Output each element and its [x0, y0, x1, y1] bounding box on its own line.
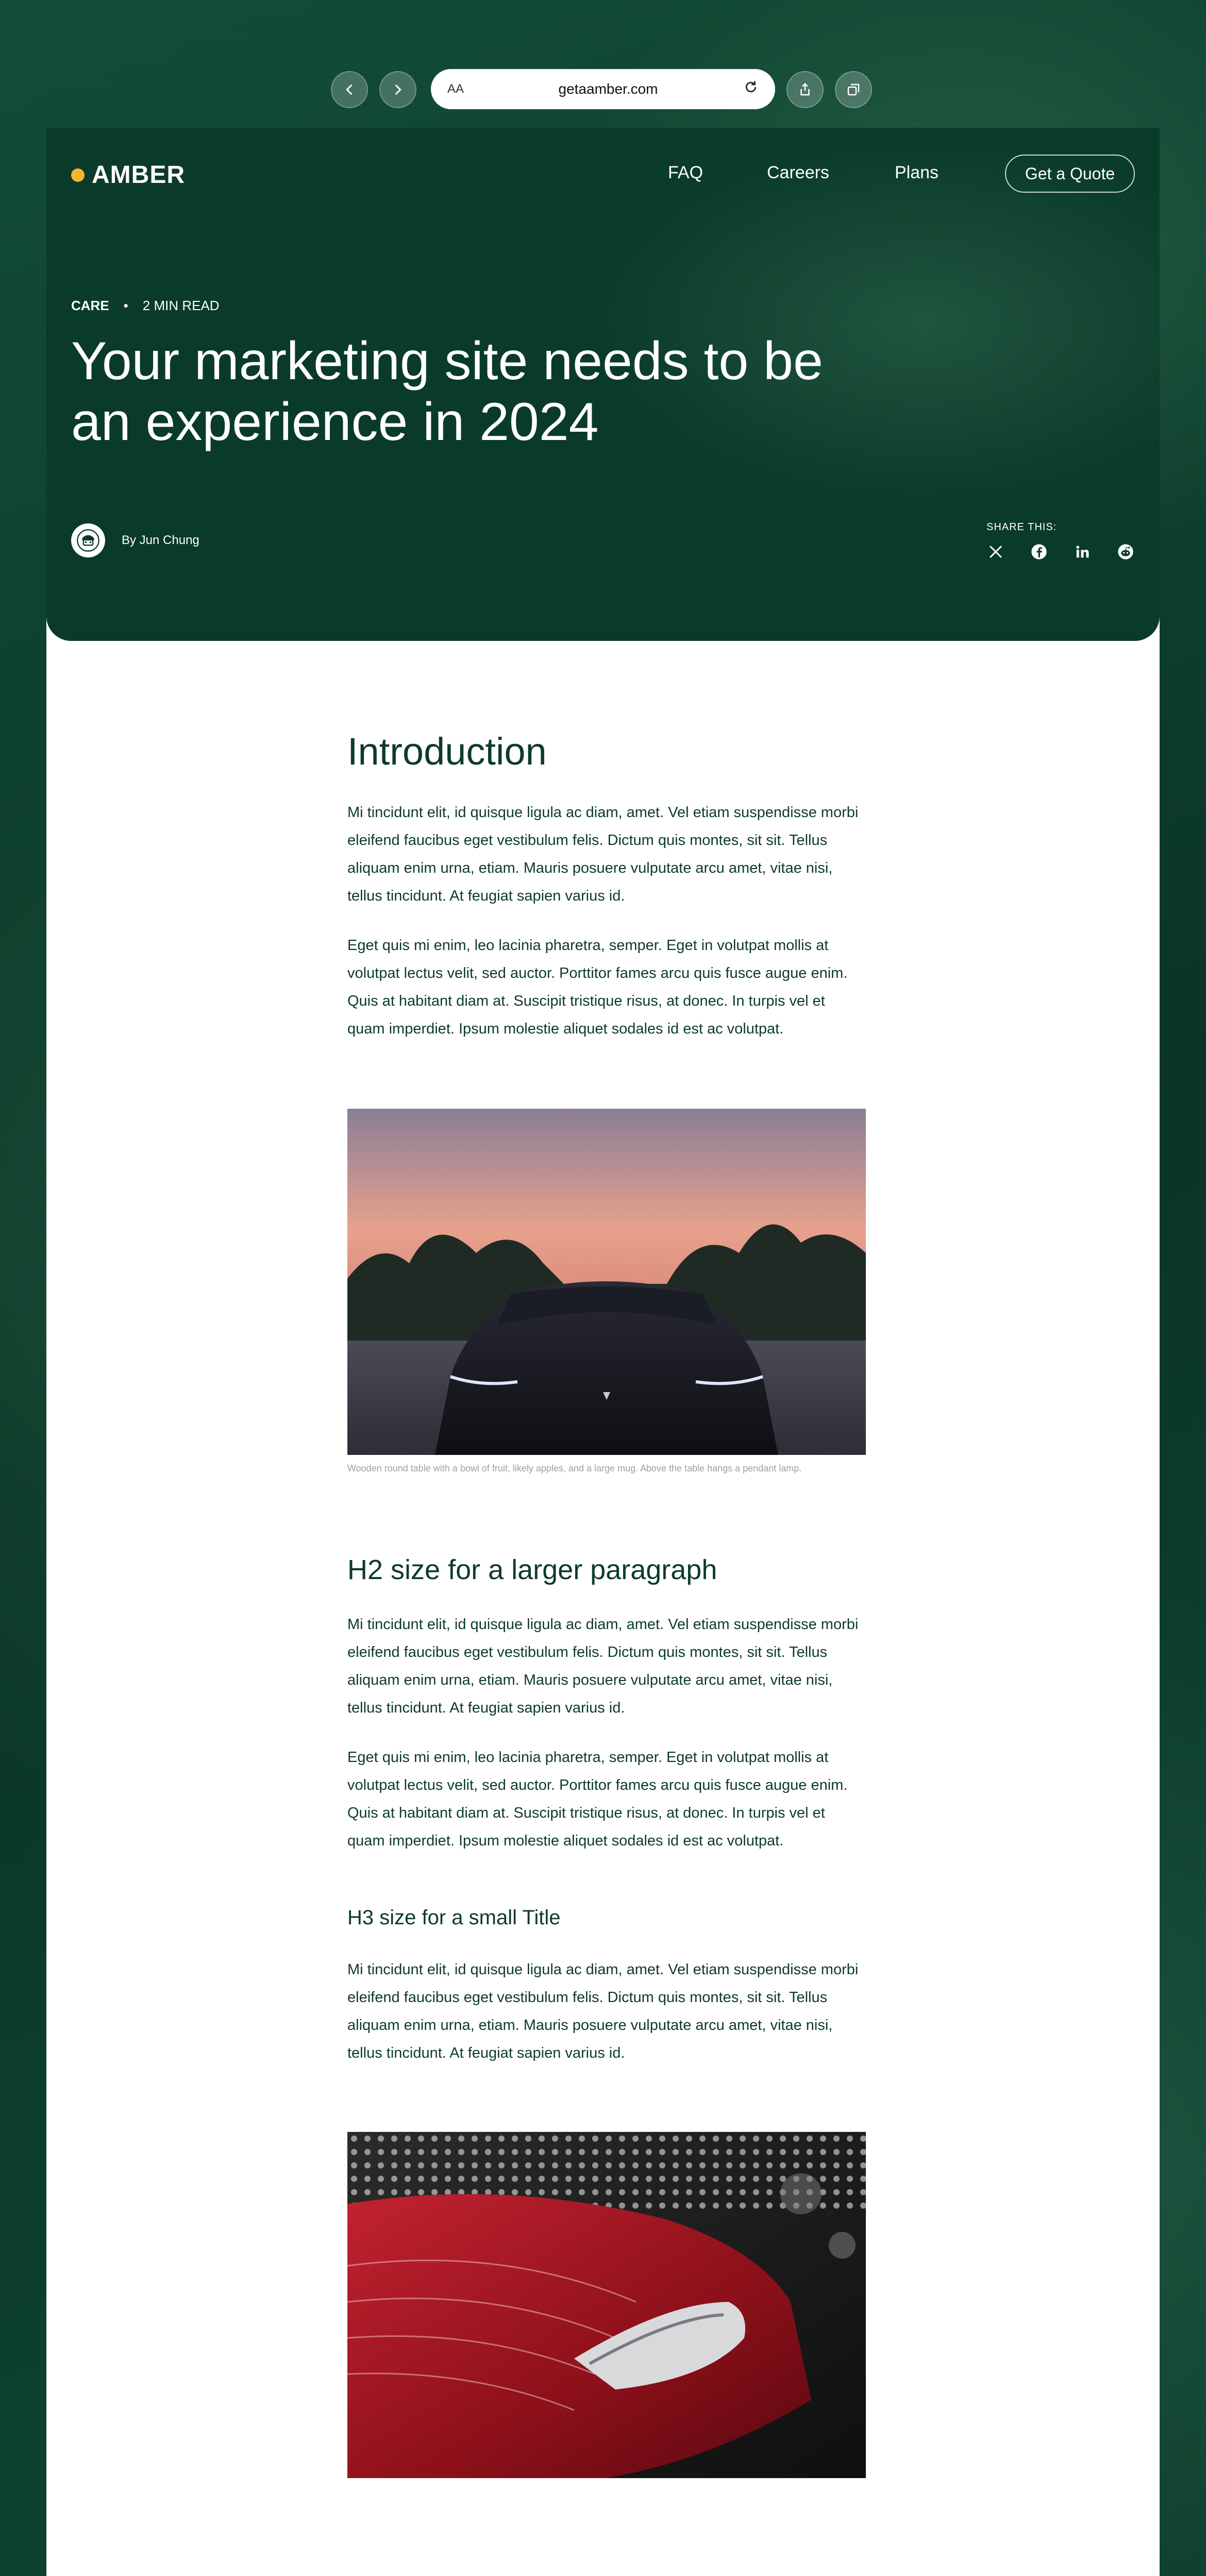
share-browser-button[interactable]	[786, 71, 824, 108]
x-twitter-icon[interactable]	[986, 543, 1005, 561]
hero-section	[46, 128, 1160, 641]
h2-heading: H2 size for a larger paragraph	[347, 1554, 717, 1585]
linkedin-icon[interactable]	[1073, 543, 1092, 561]
nav-link-plans[interactable]: Plans	[895, 163, 939, 182]
nav-link-careers[interactable]: Careers	[767, 163, 829, 182]
h3-heading: H3 size for a small Title	[347, 1906, 561, 1929]
intro-paragraph-1-wrap	[347, 799, 866, 910]
logo[interactable]	[71, 161, 185, 189]
intro-paragraph-2: Eget quis mi enim, leo lacinia pharetra, semper. Eget in volutpat mollis at volutpat lectus velit, sed auctor. Porttitor fames arcu quis fusce augue enim. Quis at habitant diam at. Suscipit tristique risus, at donec. In turpis vel et quam imperdiet. Ipsum molestie aliquet sodales id est ac volutpat.	[347, 937, 848, 1037]
back-button[interactable]	[331, 71, 368, 108]
avatar	[71, 523, 105, 557]
h2-paragraph-2-wrap	[347, 1743, 866, 1855]
read-time: 2 MIN READ	[142, 298, 220, 313]
image-caption-wrap	[347, 1463, 866, 1474]
logo-text: AMBER	[92, 161, 185, 189]
author	[71, 523, 199, 557]
logo-dot-icon	[71, 168, 85, 182]
reddit-icon[interactable]	[1116, 543, 1135, 561]
get-a-quote-button[interactable]: Get a Quote	[1005, 155, 1135, 193]
page-title: Your marketing site needs to be an experience in 2024	[71, 331, 823, 452]
post-meta	[71, 298, 220, 314]
page-content	[46, 128, 1160, 2576]
h2-heading-wrap	[347, 1554, 866, 1586]
share-section	[986, 521, 1135, 561]
reader-text-size-button[interactable]: AA	[447, 82, 464, 96]
share-label: SHARE THIS:	[986, 521, 1057, 533]
share-icon	[797, 82, 813, 97]
h2-paragraph-2: Eget quis mi enim, leo lacinia pharetra, semper. Eget in volutpat mollis at volutpat lectus velit, sed auctor. Porttitor fames arcu quis fusce augue enim. Quis at habitant diam at. Suscipit tristique risus, at donec. In turpis vel et quam imperdiet. Ipsum molestie aliquet sodales id est ac volutpat.	[347, 1749, 848, 1849]
address-bar[interactable]	[431, 69, 775, 109]
url-text[interactable]: getaamber.com	[558, 81, 658, 97]
article-intro	[347, 730, 866, 773]
tabs-icon	[846, 82, 861, 97]
article-image-car-sunset	[347, 1109, 866, 1455]
intro-paragraph-1: Mi tincidunt elit, id quisque ligula ac diam, amet. Vel etiam suspendisse morbi eleifend faucibus eget vestibulum felis. Dictum quis montes, sit sit. Tellus aliquam enim urna, etiam. Mauris posuere vulputate arcu amet, vitae nisi, tellus tincidunt. At feugiat sapien varius id.	[347, 804, 859, 904]
chevron-left-icon	[342, 82, 357, 97]
reload-icon[interactable]	[738, 79, 759, 99]
forward-button[interactable]	[379, 71, 416, 108]
intro-paragraph-2-wrap	[347, 931, 866, 1043]
nav-link-faq[interactable]: FAQ	[668, 163, 703, 182]
browser-toolbar	[0, 69, 1206, 109]
h2-paragraph-1-wrap	[347, 1611, 866, 1722]
meta-separator: •	[123, 298, 128, 313]
author-name: By Jun Chung	[122, 533, 199, 547]
h3-heading-wrap	[347, 1906, 866, 1929]
h3-paragraph: Mi tincidunt elit, id quisque ligula ac diam, amet. Vel etiam suspendisse morbi eleifend faucibus eget vestibulum felis. Dictum quis montes, sit sit. Tellus aliquam enim urna, etiam. Mauris posuere vulputate arcu amet, vitae nisi, tellus tincidunt. At feugiat sapien varius id.	[347, 1961, 859, 2061]
h2-paragraph-1: Mi tincidunt elit, id quisque ligula ac diam, amet. Vel etiam suspendisse morbi eleifend faucibus eget vestibulum felis. Dictum quis montes, sit sit. Tellus aliquam enim urna, etiam. Mauris posuere vulputate arcu amet, vitae nisi, tellus tincidunt. At feugiat sapien varius id.	[347, 1616, 859, 1716]
post-category[interactable]: CARE	[71, 298, 109, 313]
tabs-button[interactable]	[835, 71, 872, 108]
facebook-icon[interactable]	[1030, 543, 1048, 561]
intro-heading: Introduction	[347, 730, 547, 773]
chevron-right-icon	[391, 82, 405, 97]
h3-paragraph-wrap	[347, 1956, 866, 2067]
article-image-red-car	[347, 2132, 866, 2478]
image-caption: Wooden round table with a bowl of fruit, likely apples, and a large mug. Above the table hangs a pendant lamp.	[347, 1463, 802, 1473]
